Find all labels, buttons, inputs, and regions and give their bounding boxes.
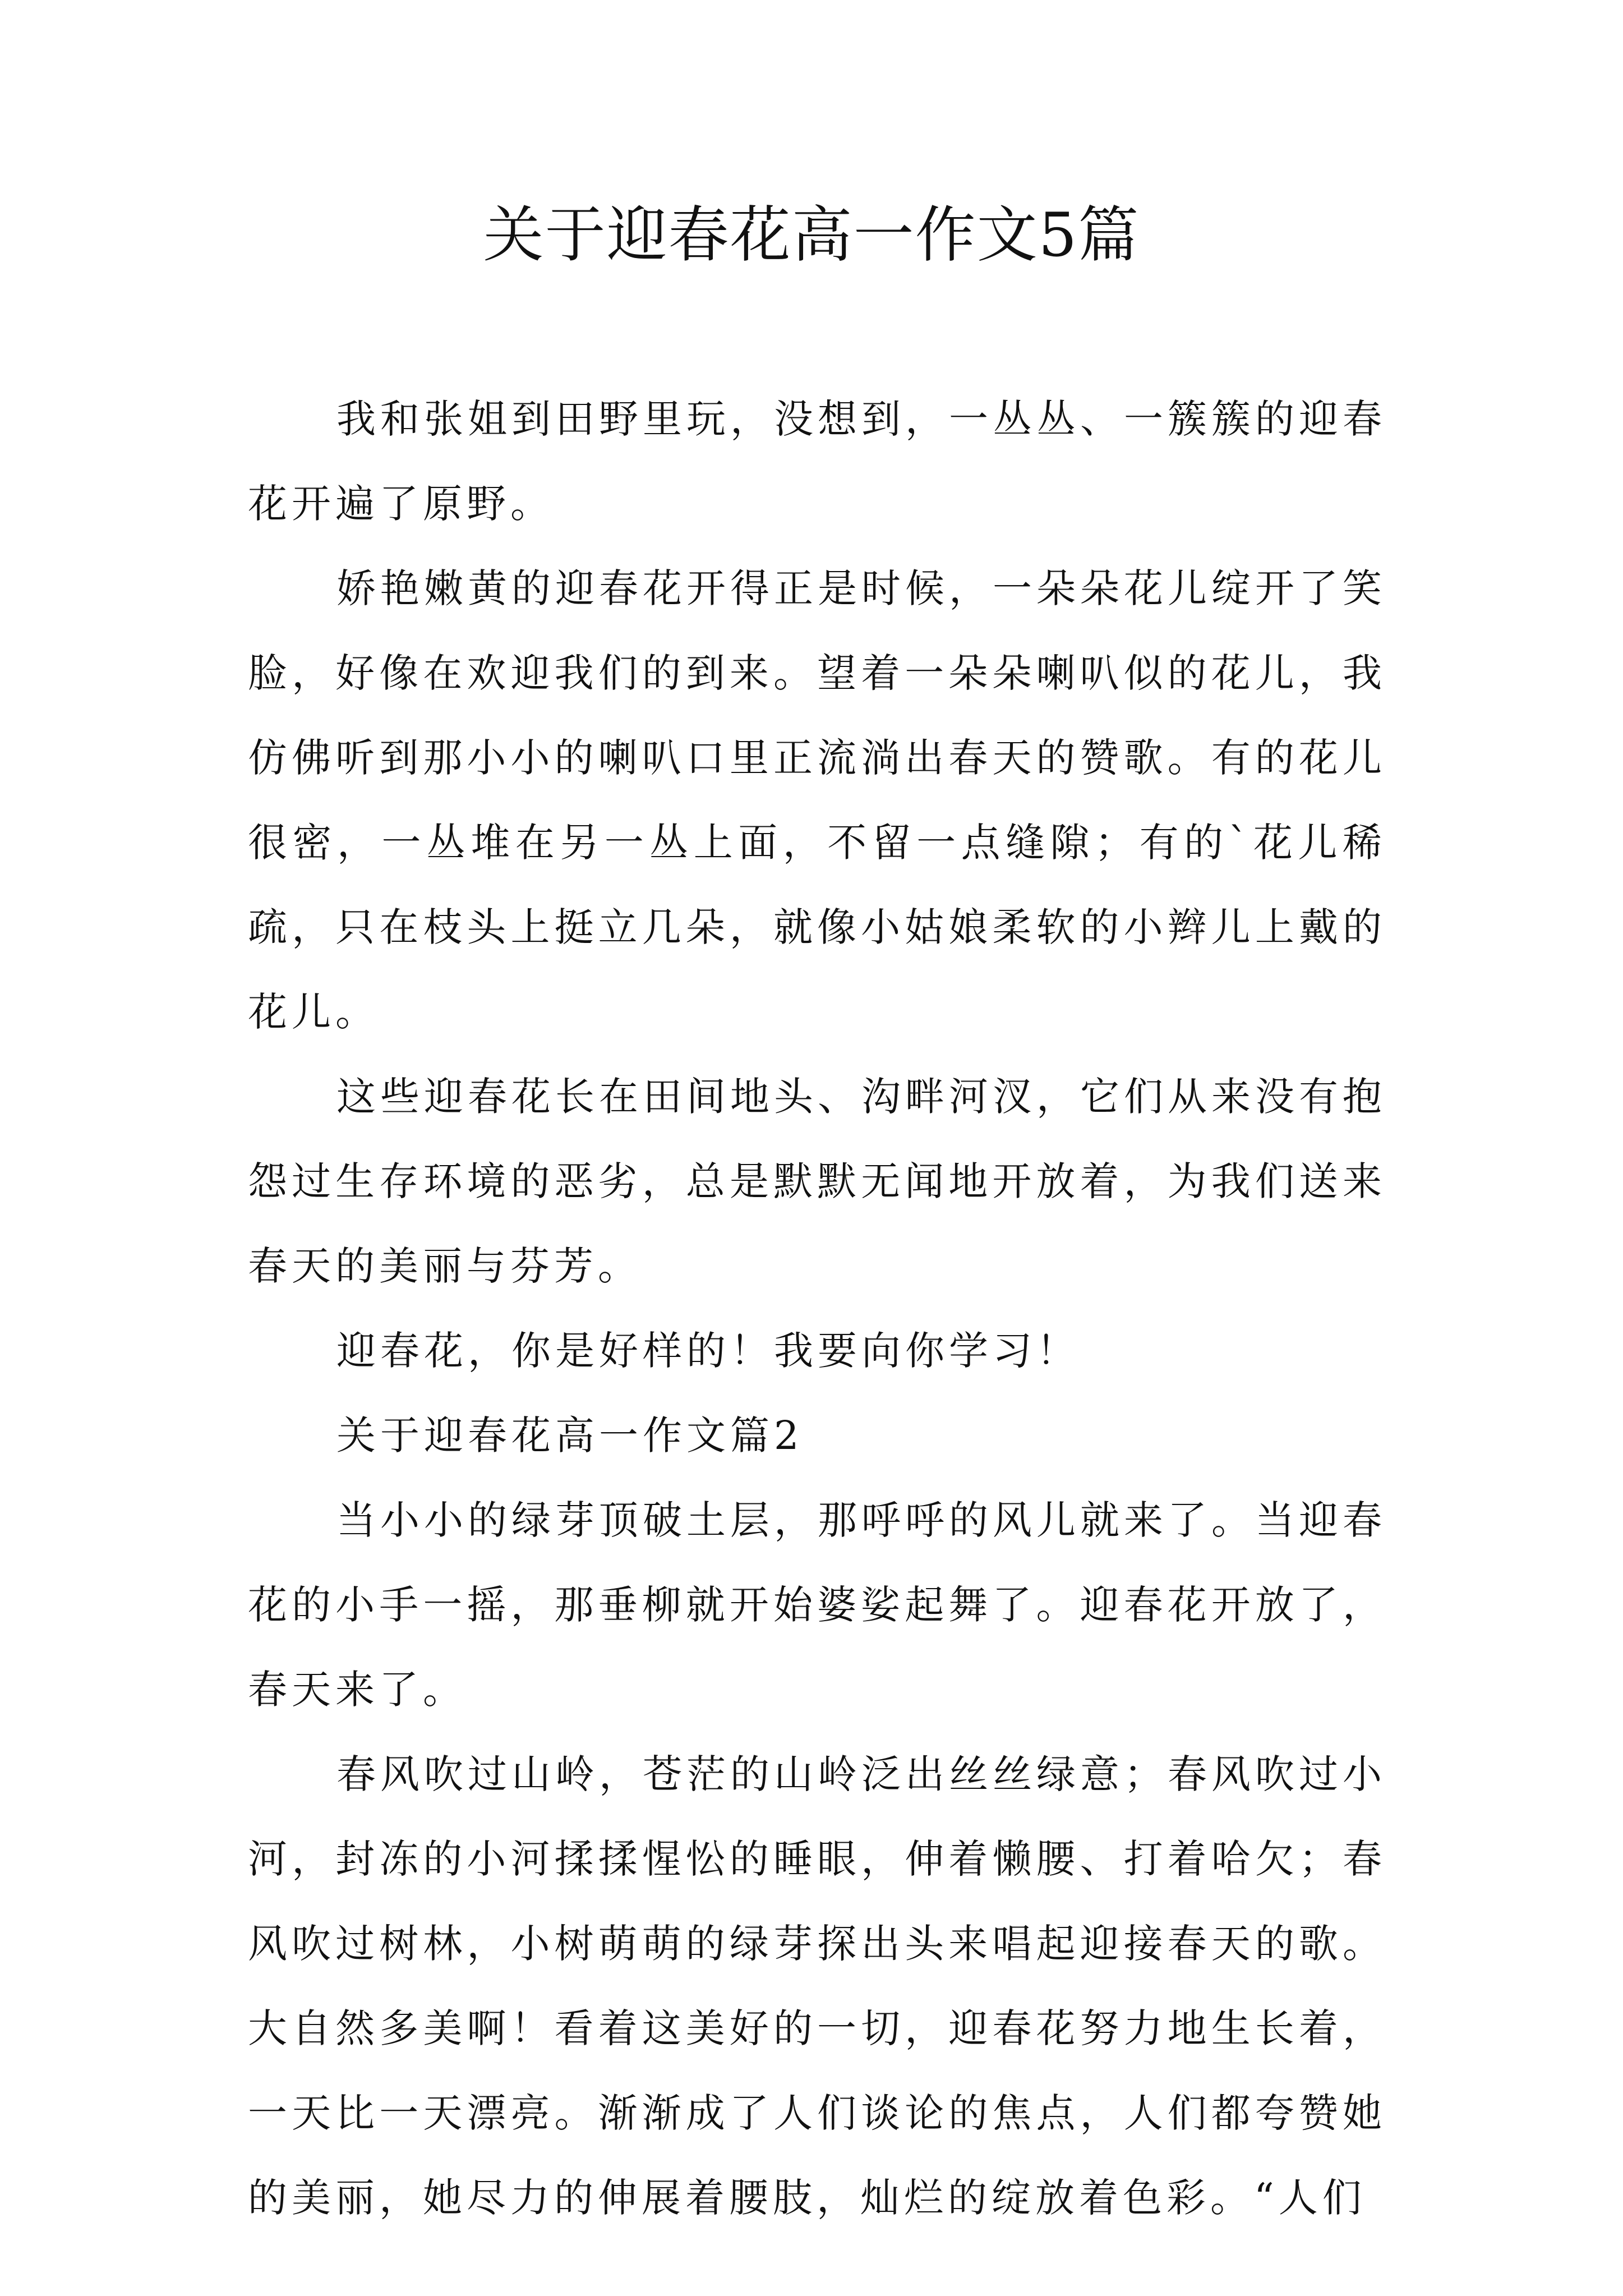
- paragraph: 娇艳嫩黄的迎春花开得正是时候，一朵朵花儿绽开了笑脸，好像在欢迎我们的到来。望着一朵朵喇叭似的花儿，我仿佛听到那小小的喇叭口里正流淌出春天的赞歌。有的花儿很密，一丛堆在另一丛上面，不留一点缝隙；有的`花儿稀疏，只在枝头上挺立几朵，就像小姑娘柔软的小辫儿上戴的花儿。: [248, 565, 1386, 1035]
- paragraph: 春风吹过山岭，苍茫的山岭泛出丝丝绿意；春风吹过小河，封冻的小河揉揉惺忪的睡眼，伸着懒腰、打着哈欠；春风吹过树林，小树萌萌的绿芽探出头来唱起迎接春天的歌。大自然多美啊！看着这美好的一切，迎春花努力地生长着，一天比一天漂亮。渐渐成了人们谈论的焦点，人们都夸赞她的美丽，她尽力的伸展着腰肢，灿烂的绽放着色彩。“人们: [248, 1751, 1386, 2221]
- paragraph: 这些迎春花长在田间地头、沟畔河汊，它们从来没有抱怨过生存环境的恶劣，总是默默无闻地开放着，为我们送来春天的美丽与芬芳。: [248, 1074, 1386, 1289]
- paragraph: 迎春花，你是好样的！我要向你学习！: [336, 1328, 1080, 1374]
- document-title: 关于迎春花高一作文5篇: [483, 200, 1140, 270]
- paragraph: 我和张姐到田野里玩，没想到，一丛丛、一簇簇的迎春花开遍了原野。: [248, 396, 1386, 527]
- paragraph: 当小小的绿芽顶破土层，那呼呼的风儿就来了。当迎春花的小手一摇，那垂柳就开始婆娑起舞了。迎春花开放了，春天来了。: [248, 1497, 1386, 1713]
- document-body: [248, 377, 1386, 2240]
- section-heading: 关于迎春花高一作文篇2: [336, 1412, 804, 1458]
